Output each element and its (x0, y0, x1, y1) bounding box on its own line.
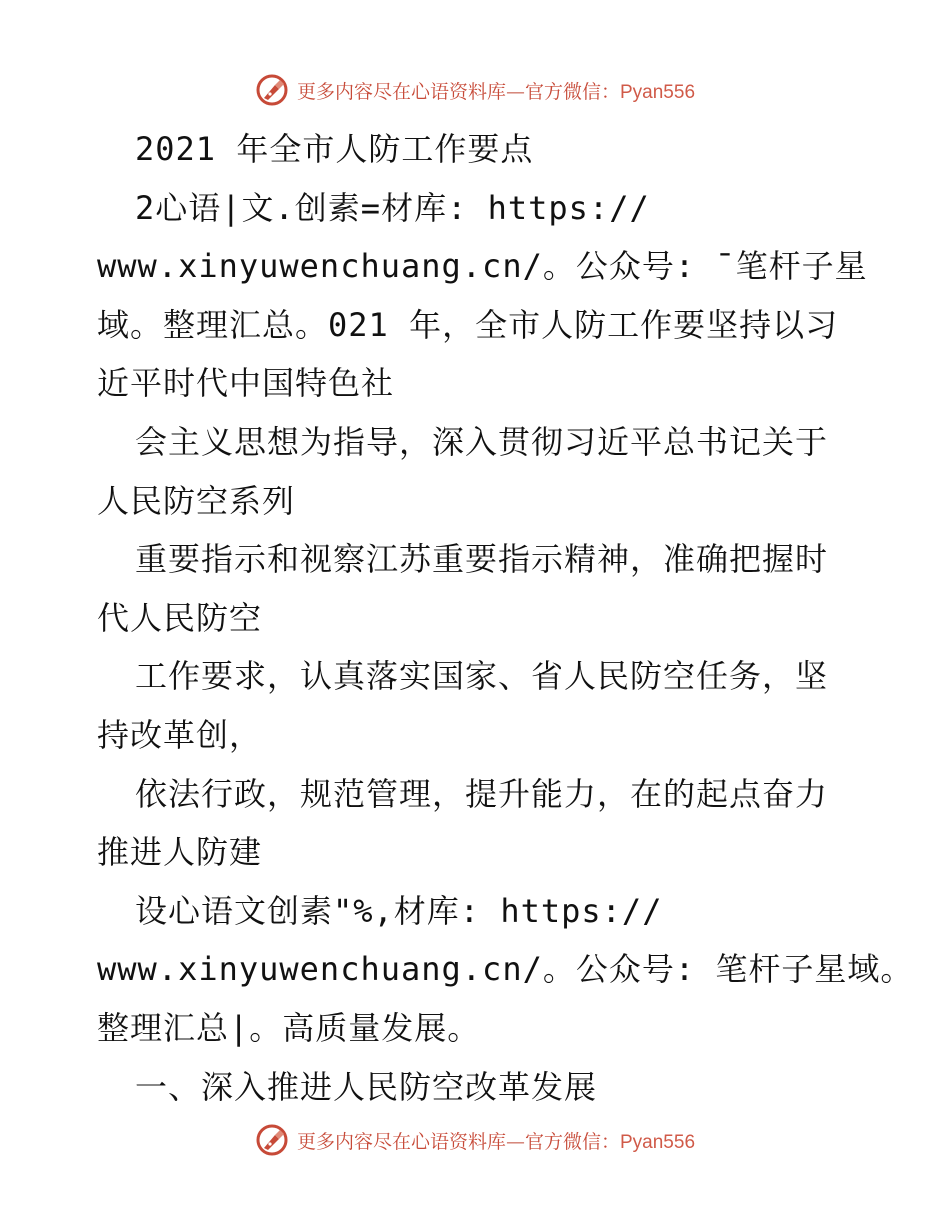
text-line: 重要指示和视察江苏重要指示精神，准确把握时 (135, 540, 829, 579)
pen-nib-logo-icon (255, 73, 289, 107)
banner-wechat-id: Pyan556 (620, 81, 696, 103)
banner-wechat-label: 官方微信： (524, 80, 620, 103)
banner-site-name: 更多内容尽在心语资料库 (296, 80, 506, 103)
text-line: 推进人防建 (97, 833, 263, 872)
text-line: 设心语文创素"%,材库: https:// (135, 891, 663, 930)
text-line: www.xinyuwenchuang.cn/。公众号: ¯笔杆子星 (97, 247, 868, 286)
text-line: www.xinyuwenchuang.cn/。公众号: 笔杆子星域。 (97, 950, 914, 989)
text-line: 2心语|文.创素=材库: https:// (135, 188, 650, 227)
document-title: 2021 年全市人防工作要点 (135, 130, 534, 168)
banner-text (297, 1127, 695, 1154)
text-line: 人民防空系列 (97, 481, 296, 520)
banner-wechat-label: 官方微信： (524, 1130, 620, 1153)
banner-wechat-id: Pyan556 (620, 1131, 696, 1153)
text-line: 整理汇总|。高质量发展。 (97, 1008, 481, 1047)
header-watermark-banner (0, 70, 950, 110)
text-line: 会主义思想为指导，深入贯彻习近平总书记关于 (135, 422, 829, 461)
text-line: 工作要求，认真落实国家、省人民防空任务，坚 (135, 657, 829, 696)
text-line: 近平时代中国特色社 (97, 364, 395, 403)
document-body (97, 120, 914, 1116)
text-line: 代人民防空 (97, 598, 263, 637)
pen-nib-logo-icon (255, 1123, 289, 1157)
banner-site-name: 更多内容尽在心语资料库 (296, 1130, 506, 1153)
text-line: 持改革创， (97, 715, 263, 754)
banner-text (297, 77, 695, 104)
section-heading: 一、深入推进人民防空改革发展 (135, 1067, 598, 1106)
text-line: 依法行政，规范管理，提升能力，在的起点奋力 (135, 774, 829, 813)
banner-separator: — (505, 80, 525, 103)
banner-separator: — (505, 1130, 525, 1153)
text-line: 域。整理汇总。021 年，全市人防工作要坚持以习 (97, 305, 839, 344)
footer-watermark-banner (0, 1120, 950, 1160)
